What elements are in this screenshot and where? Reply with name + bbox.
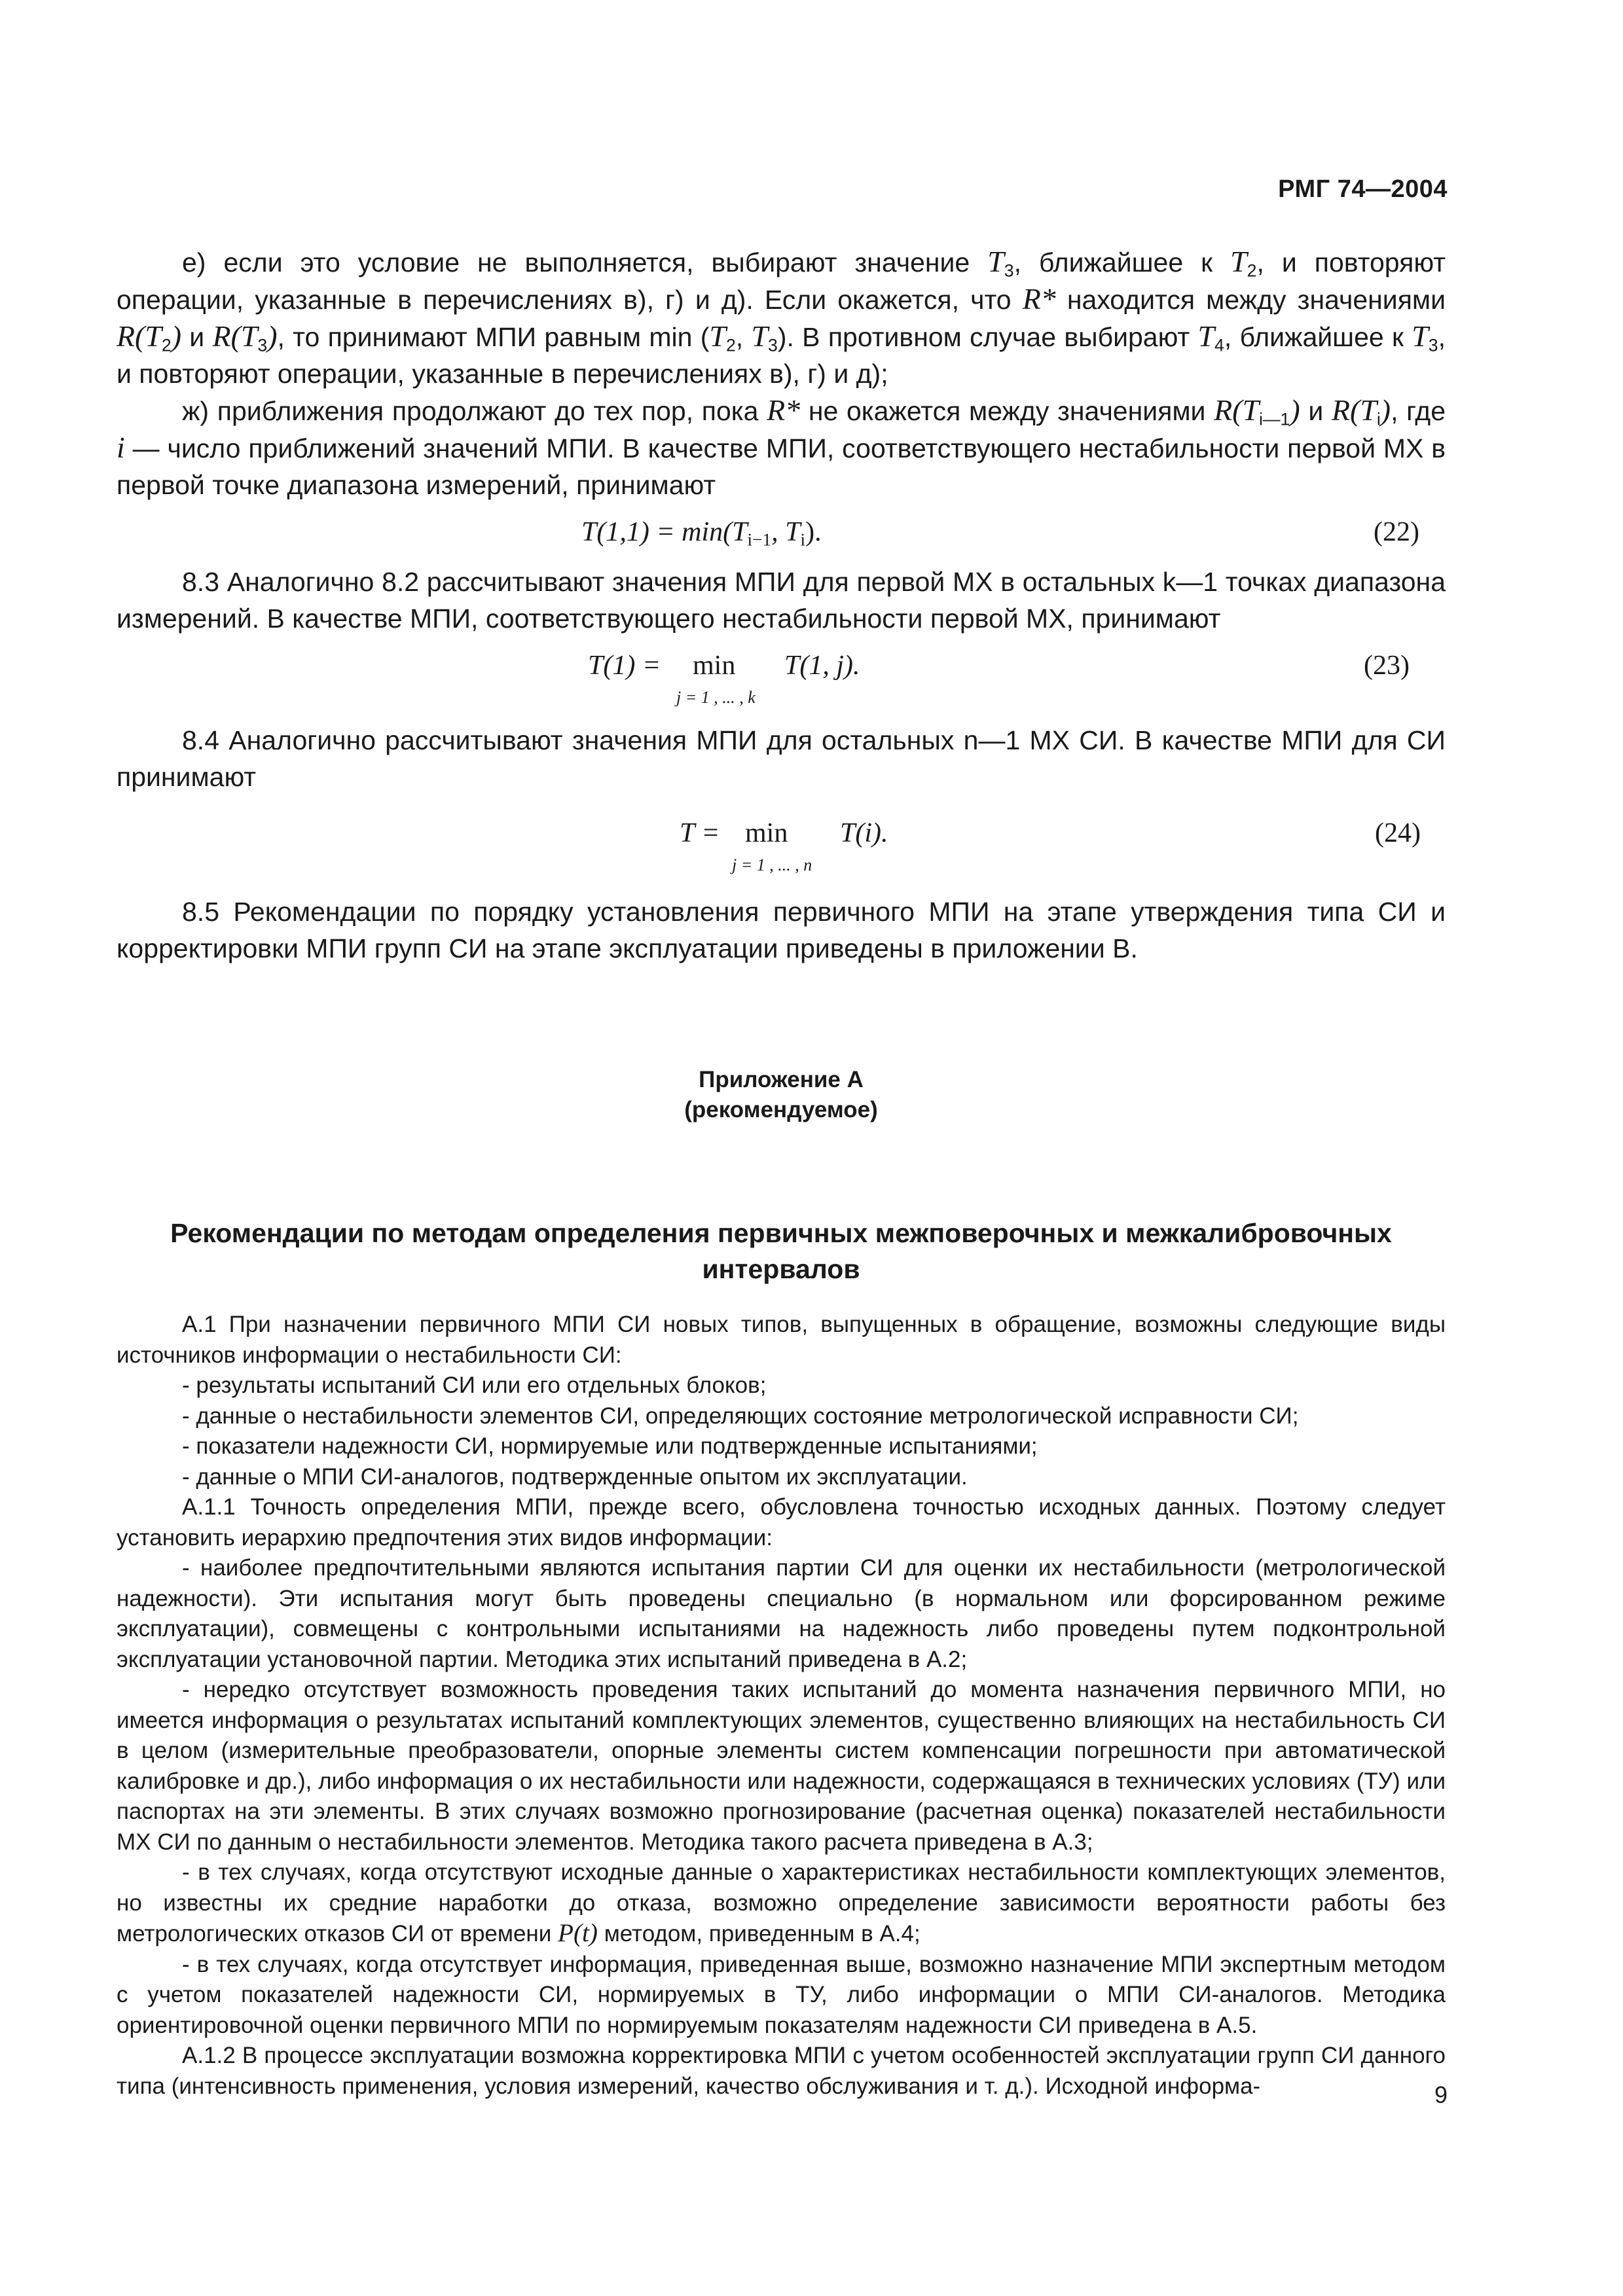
page-number: 9 — [1434, 2081, 1448, 2108]
paragraph-8-5: 8.5 Рекомендации по порядку установления первичного МПИ на этапе утверждения типа СИ и корректировки МПИ групп СИ на этапе эксплуатации приведены в приложении В. — [117, 897, 1446, 963]
document-code: РМГ 74—2004 — [1278, 175, 1448, 203]
paragraph-8-4: 8.4 Аналогично рассчитывают значения МПИ для остальных n—1 МХ СИ. В качестве МПИ для СИ принимают — [117, 725, 1446, 792]
formula-24-lhs: T = — [680, 818, 720, 848]
formula-23-lhs: T(1) = — [588, 651, 661, 681]
paragraph-a1-1-b1: - наиболее предпочтительными являются испытания партии СИ для оценки их нестабильности (метрологической надежности). Эти испытания могут быть проведены специально (в нормальном или форсированном режиме эксплуатации), совмещены с контрольными испытаниями на надежность либо проведены путем подконтрольной эксплуатации установочной партии. Методика этих испытаний приведена в А.2; — [117, 1555, 1446, 1672]
appendix-body — [117, 1310, 1446, 2102]
formula-23-min: min — [693, 651, 736, 681]
formula-23 — [117, 637, 1446, 722]
paragraph-a1-1-b4: - в тех случаях, когда отсутствует информация, приведенная выше, возможно назначение МПИ экспертным методом с учетом показателей надежности СИ, нормируемых в ТУ, либо информации о МПИ СИ-аналогов. Методика ориентировочной оценки первичного МПИ по нормируемым показателям надежности СИ приведена в А.5. — [117, 1951, 1446, 2038]
formula-22 — [117, 503, 1446, 564]
paragraph-a1-1-b2: - нередко отсутствует возможность проведения таких испытаний до момента назначения первичного МПИ, но имеется информация о результатах испытаний комплектующих элементов, существенно влияющих на нестабильность СИ в целом (измерительные преобразователи, опорные элементы систем компенсации погрешности при автоматической калибровке и др.), либо информация о их нестабильности или надежности, содержащаяся в технических условиях (ТУ) или паспортах на эти элементы. В этих случаях возможно прогнозирование (расчетная оценка) показателей нестабильности МХ СИ по данным о нестабильности элементов. Методика такого расчета приведена в А.3; — [117, 1677, 1446, 1855]
paragraph-8-3: 8.3 Аналогично 8.2 рассчитывают значения МПИ для первой МХ в остальных k—1 точках диапазона измерений. В качестве МПИ, соответствующего нестабильности первой МХ, принимают — [117, 567, 1446, 634]
formula-22-number: (22) — [1374, 517, 1419, 547]
list-item: - данные о МПИ СИ-аналогов, подтвержденные опытом их эксплуатации. — [182, 1463, 968, 1490]
page-content — [117, 243, 1446, 2102]
list-item: - показатели надежности СИ, нормируемые или подтвержденные испытаниями; — [182, 1433, 1038, 1459]
formula-23-rhs: T(1, j). — [784, 651, 860, 681]
formula-24 — [117, 795, 1446, 887]
list-item: - данные о нестабильности элементов СИ, определяющих состояние метрологической исправности СИ; — [182, 1403, 1299, 1429]
formula-24-number: (24) — [1375, 818, 1421, 848]
list-item: - результаты испытаний СИ или его отдельных блоков; — [182, 1372, 767, 1398]
paragraph-a1-2: А.1.2 В процессе эксплуатации возможна корректировка МПИ с учетом особенностей эксплуатации групп СИ данного типа (интенсивность применения, условия измерений, качество обслуживания и т. д.). Исходной информа- — [117, 2043, 1446, 2099]
formula-23-range: j = 1 , ... , k — [676, 688, 756, 707]
appendix-title: Приложение А — [699, 1067, 864, 1092]
formula-24-range: j = 1 , ... , n — [732, 855, 812, 874]
paragraph-a1: А.1 При назначении первичного МПИ СИ новых типов, выпущенных в обращение, возможны следующие виды источников информации о нестабильности СИ: — [117, 1312, 1446, 1368]
paragraph-e: е) если это условие не выполняется, выбирают значение $T_3$, ближайшее к $T_2$, и повторяют операции, указанные в перечислениях в), г) и д). Если окажется, что R* находится между значениями $R(T_2)$ и $R(T_3)$, то принимают МПИ равным $\min (T_2$, $T_3$). В противном случае выбирают $T_4$, ближайшее к $T_3$, и повторяют операции, указанные в перечислениях в), г) и д); — [117, 245, 1446, 389]
paragraph-a1-1-b3: - в тех случаях, когда отсутствуют исходные данные о характеристиках нестабильности комплектующих элементов, но известны их средние наработки до отказа, возможно определение зависимости вероятности работы без метрологических отказов СИ от времени P(t) методом, приведенным в А.4; — [117, 1859, 1446, 1947]
formula-23-number: (23) — [1364, 651, 1410, 681]
paragraph-zh: ж) приближения продолжают до тех пор, пока R* не окажется между значениями $R(T_{i—1})$ и $R(T_i)$, где i — число приближений значений МПИ. В качестве МПИ, соответствующего нестабильности первой МХ в первой точке диапазона измерений, принимают — [117, 393, 1446, 500]
appendix-subtitle: (рекомендуемое) — [684, 1097, 878, 1122]
formula-24-rhs: T(i). — [840, 818, 888, 848]
paragraph-a1-1: А.1.1 Точность определения МПИ, прежде всего, обусловлена точностью исходных данных. Поэтому следует установить иерархию предпочтения этих видов информации: — [117, 1494, 1446, 1551]
formula-24-min: min — [745, 818, 788, 848]
appendix-heading: Рекомендации по методам определения первичных межповерочных и межкалибровочных интервалов — [170, 1218, 1392, 1284]
formula-22-expression: $T(1,1) = \min(T_{i-1}$, $T_i$). — [581, 517, 822, 550]
